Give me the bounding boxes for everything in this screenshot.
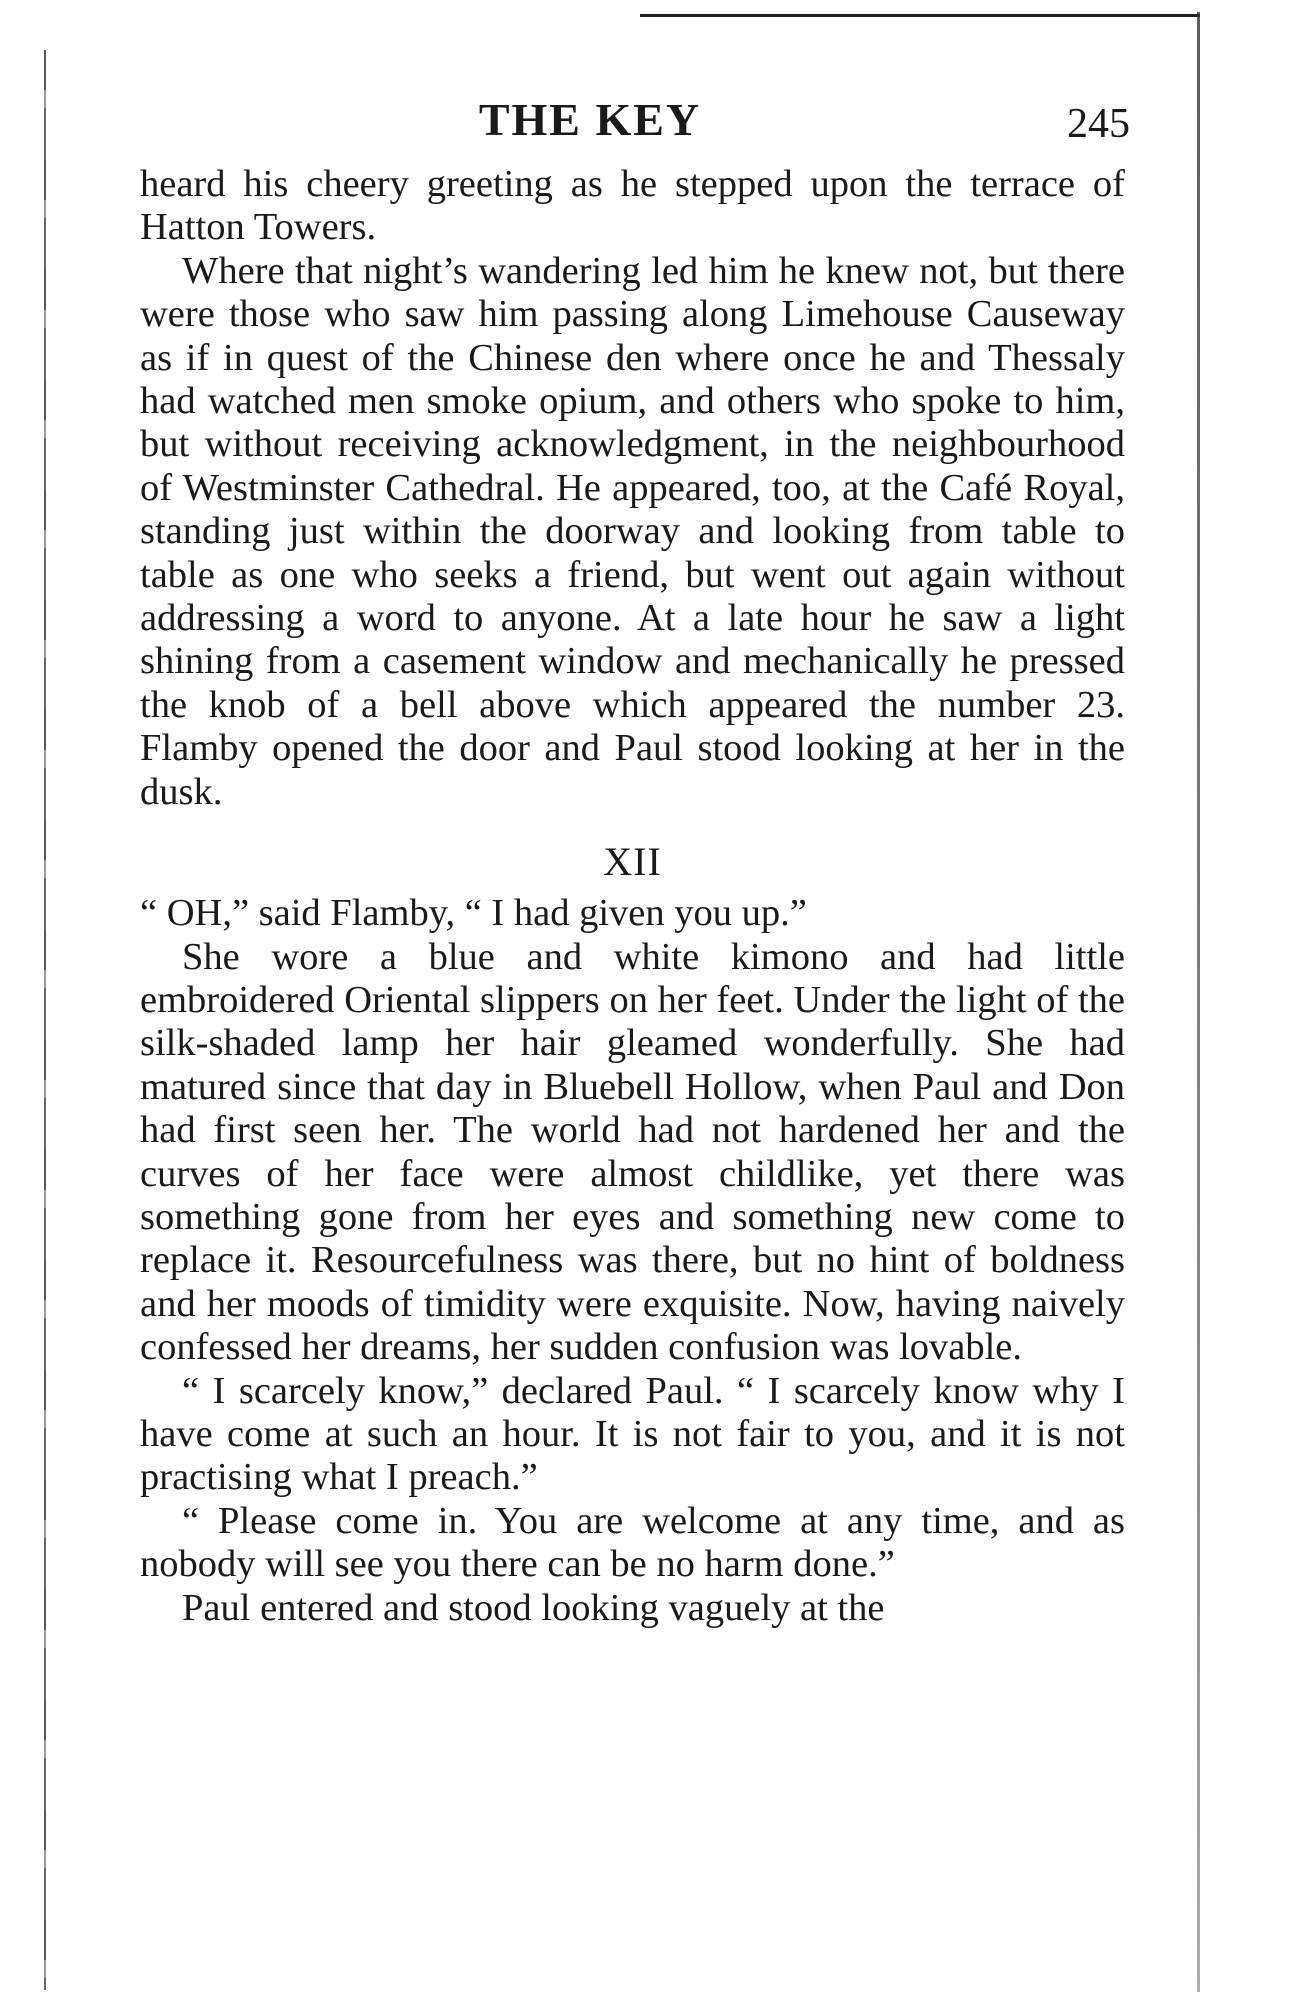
page-header (140, 95, 1130, 145)
paragraph: Paul entered and stood looking vaguely at the (182, 1586, 885, 1629)
scan-edge-top (640, 14, 1200, 17)
paragraph: heard his cheery greeting as he stepped upon the terrace of Hatton Towers. (140, 163, 1125, 249)
chapter-heading: XII (603, 839, 662, 885)
paragraph: “ OH,” said Flamby, “ I had given you up.” (140, 892, 807, 935)
paragraph: Where that night’s wandering led him he knew not, but there were those who saw him passing along Limehouse Causeway as if in quest of the Chinese den where once he and Thessaly had watched men smoke opium, and others who spoke to him, but without receiving acknowledgment, in the neighbourhood of Westminster Cathedral. He appeared, too, at the Café Royal, standing just within the doorway and looking from table to table as one who seeks a friend, but went out again without addressing a word to anyone. At a late hour he saw a light shining from a casement window and mechanically he pressed the knob of a bell above which appeared the number 23. Flamby opened the door and Paul stood looking at her in the dusk. (140, 249, 1125, 813)
scan-edge-left (44, 50, 46, 1990)
body-text (140, 163, 1125, 1630)
page-number: 245 (1067, 101, 1130, 147)
paragraph: “ Please come in. You are welcome at any time, and as nobody will see you there can be no harm done.” (140, 1499, 1125, 1586)
paragraph: “ I scarcely know,” declared Paul. “ I scarcely know why I have come at such an hour. It is not fair to you, and it is not practising what I preach.” (140, 1369, 1125, 1499)
running-head: THE KEY (478, 94, 702, 145)
scan-edge-right (1197, 12, 1200, 1992)
paragraph: She wore a blue and white kimono and had little embroidered Oriental slippers on her feet. Under the light of the silk-shaded lamp her hair gleamed wonderfully. She had matured since that day in Bluebell Hollow, when Paul and Don had first seen her. The world had not hardened her and the curves of her face were almost childlike, yet there was something gone from her eyes and something new come to replace it. Resourcefulness was there, but no hint of boldness and her moods of timidity were exquisite. Now, having naively confessed her dreams, her sudden confusion was lovable. (140, 935, 1125, 1369)
